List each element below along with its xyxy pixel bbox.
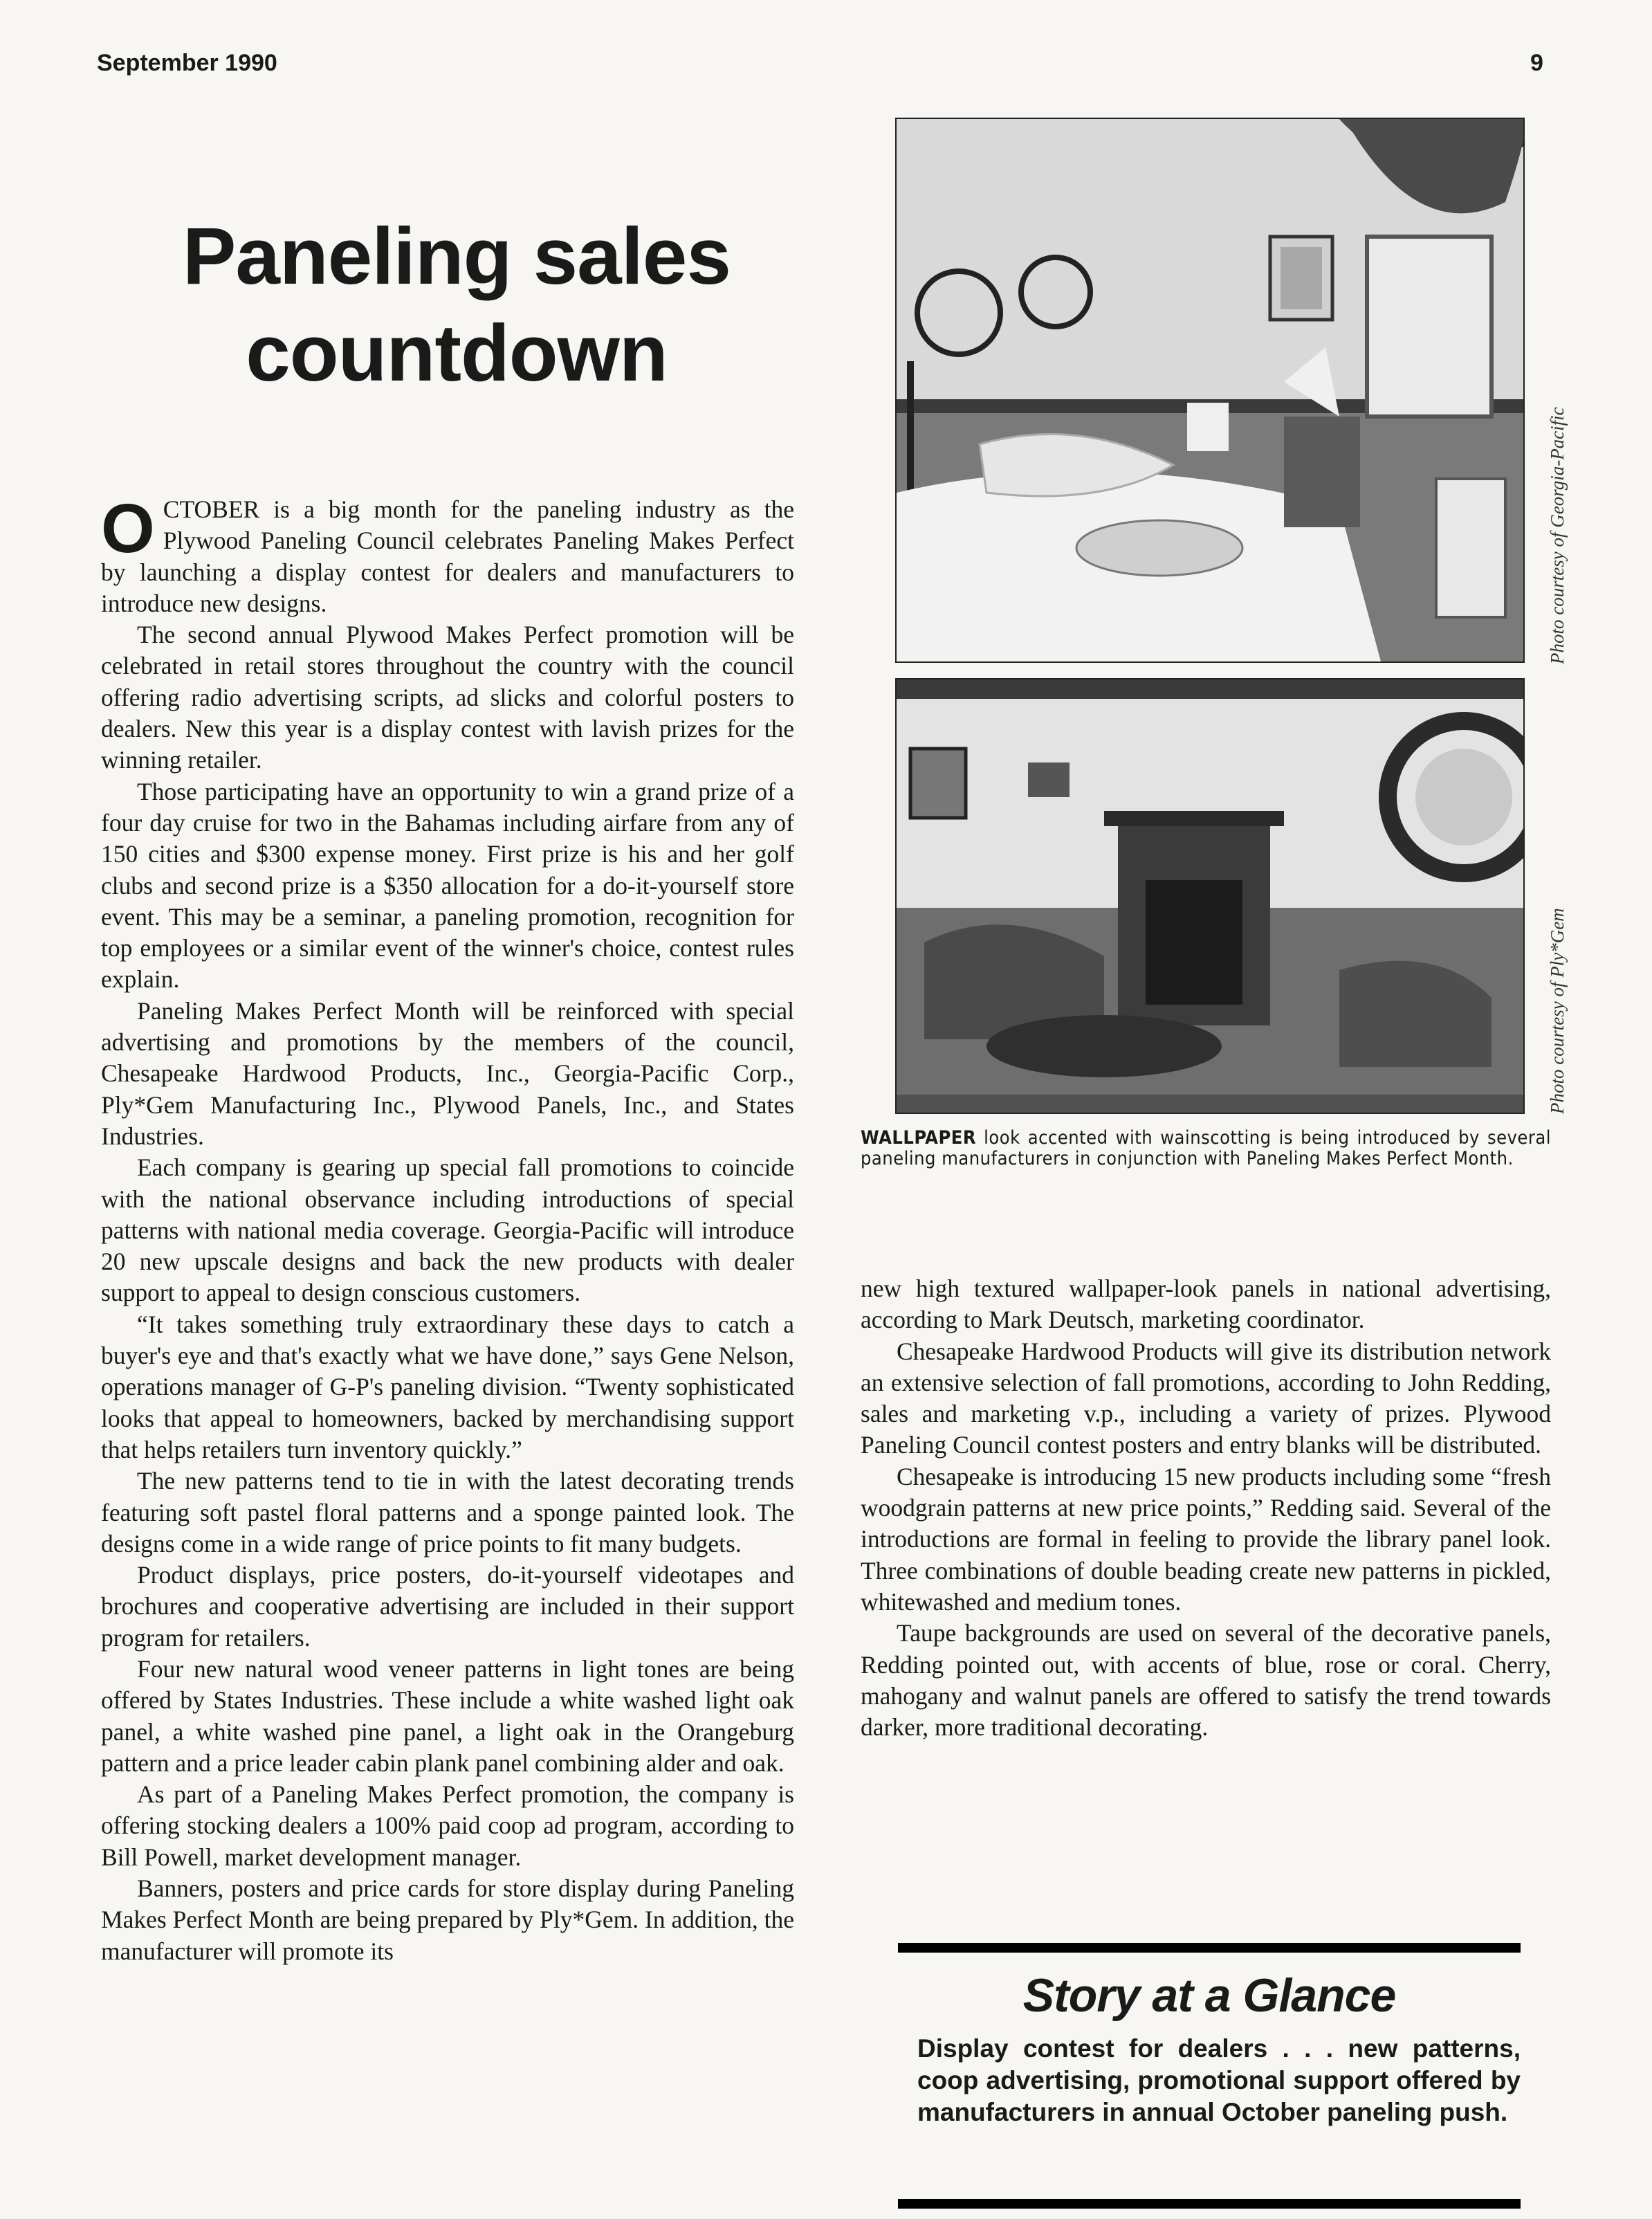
article-paragraph: The second annual Plywood Makes Perfect promotion will be celebrated in retail stores throughout the country with the council offering radio advertising scripts, ad slicks and colorful posters to dealers. New this year is a display contest with lavish prizes for the winning retailer.	[101, 621, 794, 774]
living-room-photo-illustration	[897, 679, 1523, 1113]
photo-caption	[861, 1128, 1551, 1169]
article-paragraph: new high textured wallpaper-look panels in national advertising, according to Mark Deutsch, marketing coordinator.	[861, 1275, 1551, 1334]
article-paragraph: OCTOBER is a big month for the paneling industry as the Plywood Paneling Council celebrates Paneling Makes Perfect by launching a display contest for dealers and manufacturers to introduce new designs.	[101, 490, 794, 617]
living-room-photo	[895, 678, 1525, 1114]
glance-summary: Display contest for dealers . . . new patterns, coop advertising, promotional support offered by manufacturers in annual October paneling push.	[917, 2034, 1521, 2126]
caption-text: look accented with wainscotting is being introduced by several paneling manufacturers in conjunction with Paneling Makes Perfect Month.	[861, 1127, 1551, 1169]
article-paragraph: Product displays, price posters, do-it-yourself videotapes and brochures and cooperative advertising are included in their support program for retailers.	[101, 1561, 794, 1652]
article-left-column	[101, 490, 794, 1967]
article-paragraph: Taupe backgrounds are used on several of the decorative panels, Redding pointed out, with accents of blue, rose or coral. Cherry, mahogany and walnut panels are offered to satisfy the trend towards darker, more traditional decorating.	[861, 1619, 1551, 1742]
article-paragraph: Chesapeake Hardwood Products will give its distribution network an extensive selection of fall promotions, according to John Redding, sales and marketing v.p., including a variety of prizes. Plywood Paneling Council contest posters and entry blanks will be distributed.	[861, 1337, 1551, 1459]
headline-line-1: Paneling sales	[183, 211, 731, 301]
article-paragraph: Four new natural wood veneer patterns in light tones are being offered by States Industries. These include a white washed light oak panel, a white washed pine panel, a light oak in the Orangeburg pattern and a price leader cabin plank panel combining alder and oak.	[101, 1654, 794, 1777]
headline	[97, 208, 816, 401]
glance-top-rule	[898, 1943, 1521, 1953]
bedroom-photo-illustration	[897, 119, 1523, 661]
headline-line-2: countdown	[246, 308, 668, 398]
article-right-column	[861, 1273, 1551, 1743]
drop-cap: O	[101, 490, 155, 567]
article-paragraph: “It takes something truly extraordinary these days to catch a buyer's eye and that's exactly what we have done,” says Gene Nelson, operations manager of G-P's paneling division. “Twenty sophisticated looks that appeal to homeowners, backed by merchandising support that helps retailers turn inventory quickly.”	[101, 1310, 794, 1463]
article-paragraph: As part of a Paneling Makes Perfect promotion, the company is offering stocking dealers a 100% paid coop ad program, according to Bill Powell, market development manager.	[101, 1780, 794, 1871]
article-paragraph: Banners, posters and price cards for store display during Paneling Makes Perfect Month are being prepared by Ply*Gem. In addition, the manufacturer will promote its	[101, 1874, 794, 1965]
page-number: 9	[1530, 50, 1543, 76]
article-paragraph: The new patterns tend to tie in with the latest decorating trends featuring soft pastel floral patterns and a sponge painted look. The designs come in a wide range of price points to fit many budgets.	[101, 1467, 794, 1558]
story-at-a-glance-box	[898, 1943, 1521, 2128]
photo-credit-plygem: Photo courtesy of Ply*Gem	[1547, 908, 1568, 1114]
photo-credit-georgia-pacific: Photo courtesy of Georgia-Pacific	[1547, 407, 1568, 664]
glance-title: Story at a Glance	[1022, 1969, 1396, 2022]
issue-date: September 1990	[97, 50, 277, 76]
article-paragraph: Those participating have an opportunity to win a grand prize of a four day cruise for two in the Bahamas including airfare from any of 150 cities and $300 expense money. First prize is his and her golf clubs and second prize is a $350 allocation for a do-it-yourself store event. This may be a seminar, a paneling promotion, recognition for top employees or a similar event of the winner's choice, contest rules explain.	[101, 777, 794, 994]
article-paragraph: Chesapeake is introducing 15 new products including some “fresh woodgrain patterns at new price points,” Redding said. Several of the introductions are formal in feeling to provide the library panel look. Three combinations of double beading create new patterns in pickled, whitewashed and medium tones.	[861, 1462, 1551, 1616]
glance-bottom-rule	[898, 2199, 1521, 2209]
bedroom-photo	[895, 118, 1525, 663]
article-paragraph: Paneling Makes Perfect Month will be reinforced with special advertising and promotions by the members of the council, Chesapeake Hardwood Products, Inc., Georgia-Pacific Corp., Ply*Gem Manufacturing Inc., Plywood Panels, Inc., and States Industries.	[101, 996, 794, 1150]
article-paragraph: Each company is gearing up special fall promotions to coincide with the national observance including introductions of special patterns with national media coverage. Georgia-Pacific will introduce 20 new upscale designs and back the new products with dealer support to appeal to design conscious customers.	[101, 1153, 794, 1307]
caption-lead-word: WALLPAPER	[861, 1127, 977, 1149]
